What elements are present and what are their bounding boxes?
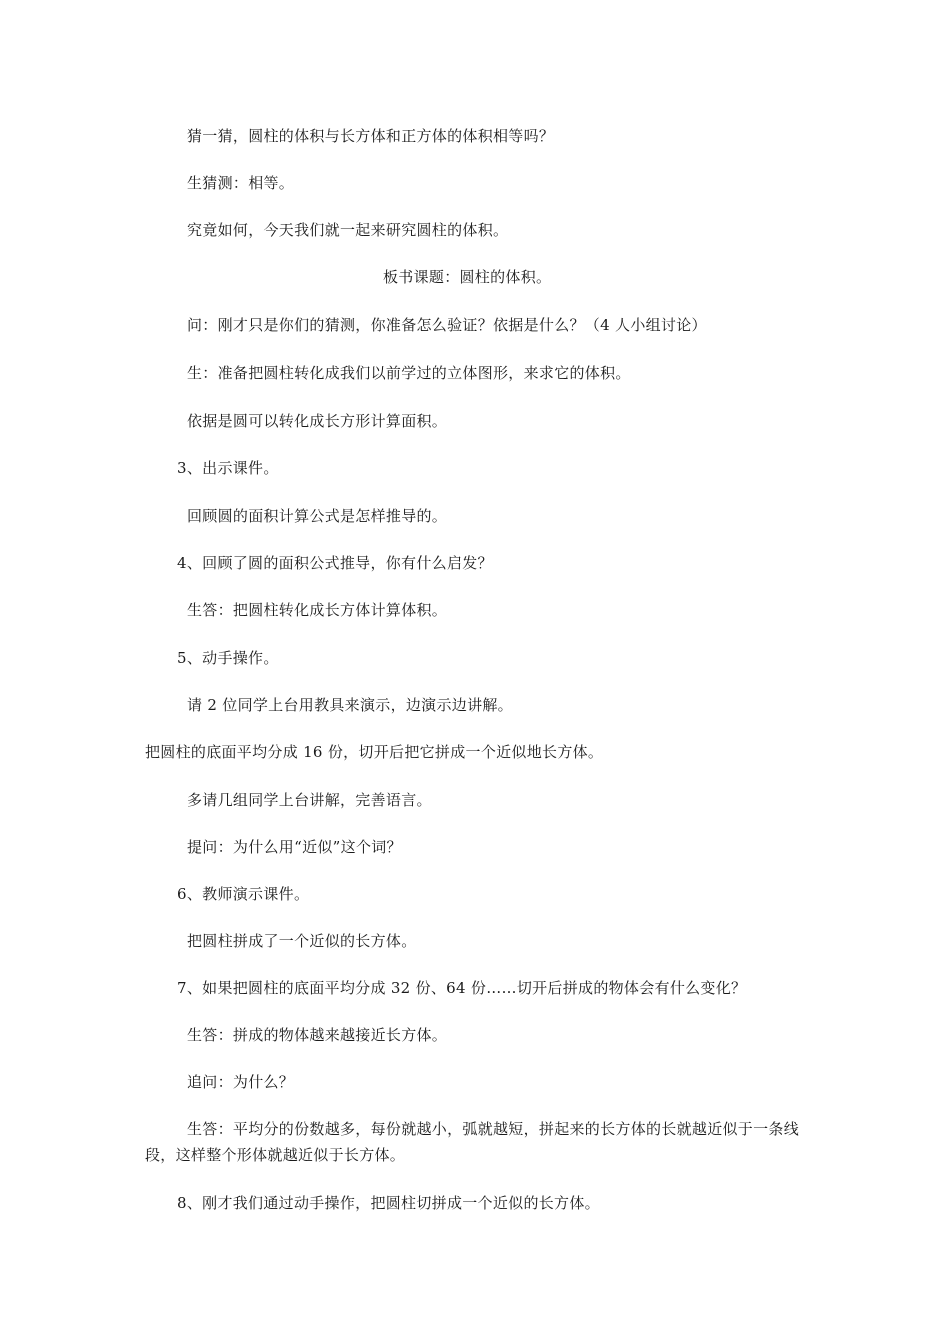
step-5: 5、动手操作。 [177, 649, 279, 667]
paragraph-follow-up: 追问：为什么？ [187, 1073, 295, 1091]
paragraph-answer-transform: 生答：把圆柱转化成长方体计算体积。 [187, 601, 448, 619]
board-title: 板书课题：圆柱的体积。 [383, 268, 552, 286]
step-3: 3、出示课件。 [177, 459, 279, 477]
paragraph-student-guess: 生猜测：相等。 [187, 174, 295, 192]
paragraph-approx-cuboid: 把圆柱拼成了一个近似的长方体。 [187, 932, 417, 950]
paragraph-more-groups: 多请几组同学上台讲解，完善语言。 [187, 791, 432, 809]
paragraph-question: 问：刚才只是你们的猜测，你准备怎么验证？依据是什么？（4 人小组讨论） [187, 316, 707, 334]
paragraph-basis: 依据是圆可以转化成长方形计算面积。 [187, 412, 448, 430]
paragraph-guess: 猜一猜，圆柱的体积与长方体和正方体的体积相等吗？ [187, 127, 555, 145]
step-4: 4、回顾了圆的面积公式推导，你有什么启发？ [177, 554, 493, 572]
step-7: 7、如果把圆柱的底面平均分成 32 份、64 份……切开后拼成的物体会有什么变化？ [177, 979, 747, 997]
step-6: 6、教师演示课件。 [177, 885, 310, 903]
paragraph-review: 回顾圆的面积计算公式是怎样推导的。 [187, 507, 448, 525]
paragraph-demo: 请 2 位同学上台用教具来演示，边演示边讲解。 [187, 696, 513, 714]
paragraph-closer: 生答：拼成的物体越来越接近长方体。 [187, 1026, 448, 1044]
step-8: 8、刚才我们通过动手操作，把圆柱切拼成一个近似的长方体。 [177, 1194, 600, 1212]
paragraph-explanation: 生答：平均分的份数越多，每份就越小，弧就越短，拼起来的长方体的长就越近似于一条线段，这样整个形体就越近似于长方体。 [145, 1120, 800, 1164]
paragraph-split-16: 把圆柱的底面平均分成 16 份，切开后把它拼成一个近似地长方体。 [145, 743, 604, 761]
paragraph-research: 究竟如何，今天我们就一起来研究圆柱的体积。 [187, 221, 509, 239]
paragraph-why-approx: 提问：为什么用“近似”这个词？ [187, 838, 402, 856]
paragraph-student-answer: 生：准备把圆柱转化成我们以前学过的立体图形，来求它的体积。 [187, 364, 631, 382]
